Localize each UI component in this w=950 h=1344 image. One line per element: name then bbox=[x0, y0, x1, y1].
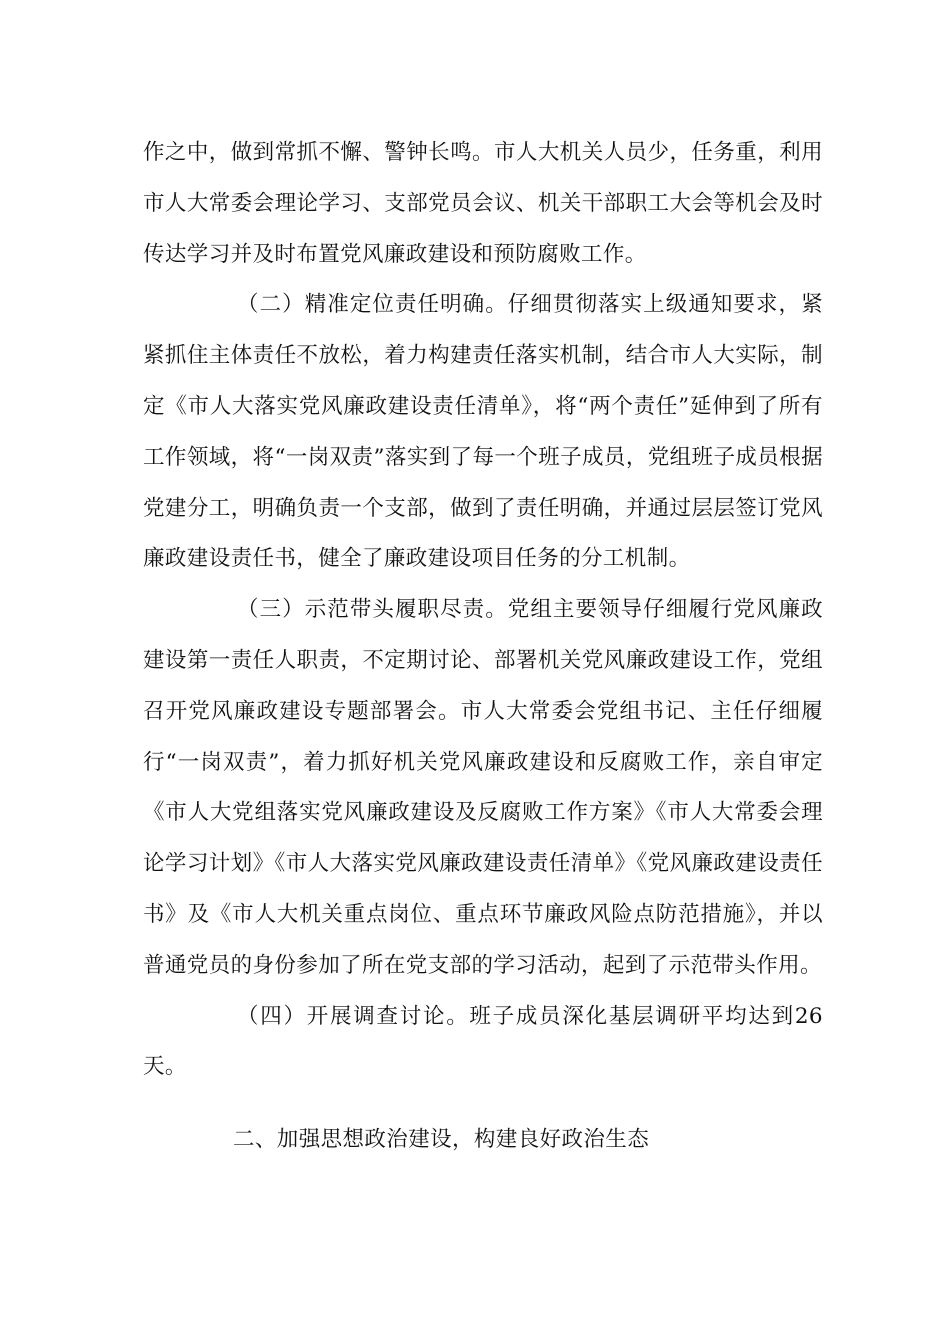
paragraph-section-3: （三）示范带头履职尽责。党组主要领导仔细履行党风廉政建设第一责任人职责，不定期讨论、部署机关党风廉政建设工作，党组召开党风廉政建设专题部署会。市人大常委会党组书记、主任仔细履行“一岗双责”，着力抓好机关党风廉政建设和反腐败工作，亲自审定《市人大党组落实党风廉政建设及反腐败工作方案》《市人大常委会理论学习计划》《市人大落实党风廉政建设责任清单》《党风廉政建设责任书》及《市人大机关重点岗位、重点环节廉政风险点防范措施》，并以普通党员的身份参加了所在党支部的学习活动，起到了示范带头作用。 bbox=[143, 597, 823, 978]
paragraph-section-4: （四）开展调查讨论。班子成员深化基层调研平均达到26天。 bbox=[143, 1003, 823, 1080]
paragraph-section-2: （二）精准定位责任明确。仔细贯彻落实上级通知要求，紧紧抓住主体责任不放松，着力构建责任落实机制，结合市人大实际，制定《市人大落实党风廉政建设责任清单》，将“两个责任”延伸到了所有工作领域，将“一岗双责”落实到了每一个班子成员，党组班子成员根据党建分工，明确负责一个支部，做到了责任明确，并通过层层签订党风廉政建设责任书，健全了廉政建设项目任务的分工机制。 bbox=[143, 292, 823, 572]
document-body bbox=[143, 128, 823, 1166]
section-heading: 二、加强思想政治建设，构建良好政治生态 bbox=[233, 1127, 650, 1153]
paragraph-continuation: 作之中，做到常抓不懈、警钟长鸣。市人大机关人员少，任务重，利用市人大常委会理论学习、支部党员会议、机关干部职工大会等机会及时传达学习并及时布置党风廉政建设和预防腐败工作。 bbox=[143, 140, 823, 267]
